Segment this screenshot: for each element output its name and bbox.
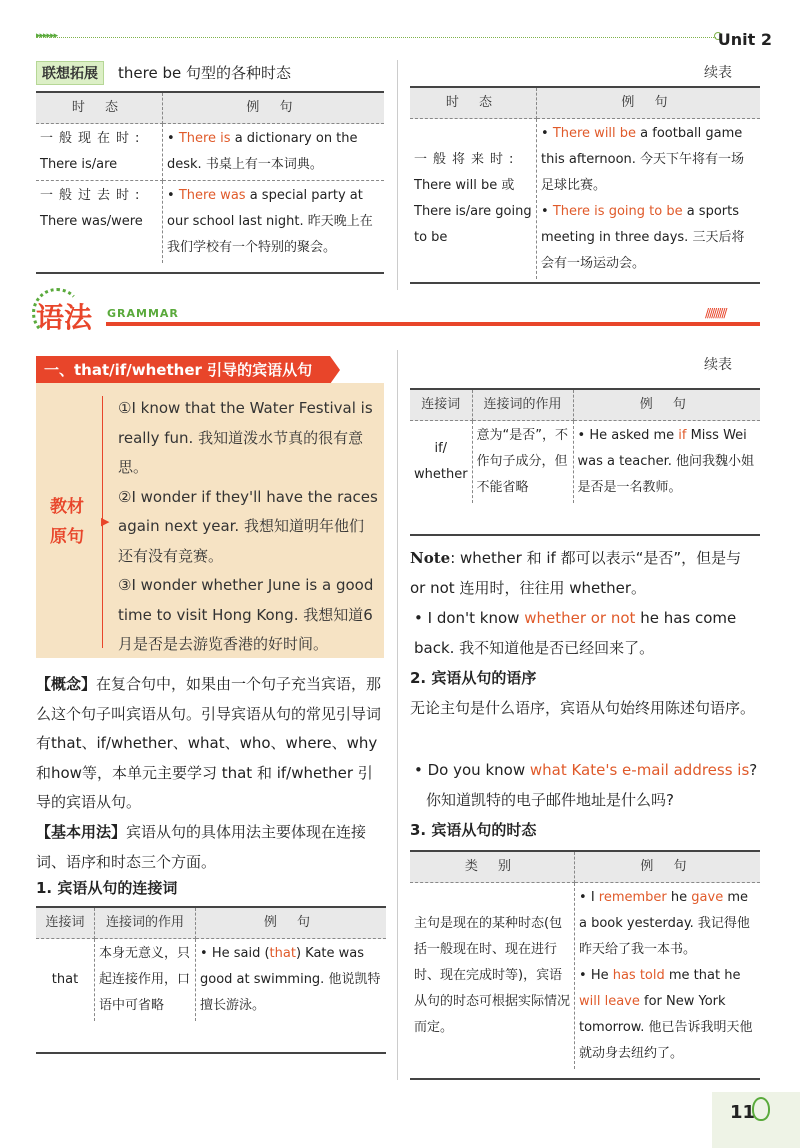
connective-role: 本身无意义，只起连接作用，口语中可省略 [95,939,196,1022]
section-1-title: 一、that/if/whether 引导的宾语从句 [36,356,330,383]
highlight: There was [178,188,246,203]
there-be-table-left [36,91,384,263]
example-text: for New York tomorrow. 他已告诉我明天他就动身去纽约了。 [579,994,753,1061]
example-text: ) Kate was good at swimming. 他说凯特擅长游泳。 [200,946,381,1013]
unit-label: Unit 2 [717,30,772,49]
example-bullet [541,204,553,219]
heading-2: 2. 宾语从句的语序 [410,669,537,687]
grammar-slashes: ////////// [705,306,726,320]
header-arrows: ▸▸▸▸▸▸ [36,31,58,41]
table-row [36,939,386,1022]
tense-name: 一般将来时: [414,152,520,167]
highlight: gave [691,890,724,905]
highlight: There is going to be [552,204,683,219]
example-text: a football game this afternoon. 今天下午将有一场足球比赛。 [541,126,745,193]
tense-name: 一般过去时: [40,188,146,203]
example-text: a special party at our school last night. 昨天晚上在我们学校有一个特别的聚会。 [167,188,373,255]
note-label: Note [410,549,451,567]
example-bullet [541,126,553,141]
example-text: He said ( [211,946,270,961]
connective-table [36,906,386,1021]
continued-label: 续表 [704,357,732,373]
highlight: remember [598,890,667,905]
example-bullet [414,761,428,779]
tense-category: 主句是现在的某种时态(包括一般现在时、现在进行时、现在完成时等)，宾语从句的时态可根据实际情况而定。 [410,883,575,1070]
example-text: he [666,890,692,905]
table-bottom-rule [36,1052,386,1054]
note-example [414,604,760,663]
example-bullet [414,609,428,627]
tense-table [410,850,760,1069]
grammar-logo: 语法 [36,301,93,334]
example-bullet [167,131,179,146]
table-header-example: 例 句 [575,851,761,883]
connective-word: if/ whether [410,421,472,504]
example-text: me that he [664,968,741,983]
word-order-example [414,756,760,786]
connective-table-continued [410,388,760,503]
usage-paragraph [36,818,386,877]
concept-label: 【概念】 [36,675,97,693]
connective-word: that [36,939,95,1022]
example-text: he has come back. 我不知道他是否已经回来了。 [414,609,737,657]
textbook-sentence: ②I wonder if they'll have the races again next year. 我想知道明年他们还有没有竞赛。 [118,487,378,565]
example-text: Do you know [427,761,530,779]
heading-1: 1. 宾语从句的连接词 [36,879,178,897]
highlight: whether or not [524,609,636,627]
table-header-word: 连接词 [36,907,95,939]
table-row [36,181,384,264]
highlight: There is [178,131,231,146]
example-text: I [590,890,599,905]
table-header-tense: 时 态 [410,87,537,119]
concept-text: 在复合句中，如果由一个句子充当宾语，那么这个句子叫宾语从句。引导宾语从句的常见引导词有that、if/whether、what、who、where、why和how等，本单元主要学习 that 和 if/whether 引导的宾语从句。 [36,675,382,811]
example-text: He [590,968,613,983]
example-bullet [578,428,590,443]
extension-tag: 联想拓展 [36,61,104,85]
tense-form: There is/are [40,157,118,172]
example-text: I don't know [427,609,525,627]
page-number: 11 [730,1102,756,1123]
table-bottom-rule [410,1078,760,1080]
continued-label: 续表 [704,65,732,81]
table-row [410,119,760,280]
highlight: if [678,428,687,443]
table-header-example: 例 句 [573,389,760,421]
connective-role: 意为“是否”，不作句子成分，但不能省略 [472,421,573,504]
example-bullet [579,968,591,983]
table-header-role: 连接词的作用 [95,907,196,939]
tense-form: There will be 或 [414,178,515,193]
table-header-tense: 时 态 [36,92,163,124]
example-bullet [167,188,179,203]
table-header-example: 例 句 [163,92,385,124]
tense-name: 一般现在时: [40,131,146,146]
grammar-en-label: GRAMMAR [107,307,179,320]
table-row [410,421,760,504]
table-bottom-rule [36,272,384,274]
highlight: that [269,946,296,961]
table-row [410,883,760,1070]
example-text: a dictionary on the desk. 书桌上有一本词典。 [167,131,358,172]
concept-paragraph [36,670,386,818]
table-header-role: 连接词的作用 [472,389,573,421]
example-text: ? [749,761,758,779]
highlight: There will be [552,126,637,141]
column-divider [397,350,398,1080]
textbook-label: 教材原句 [50,497,84,547]
example-text: me a book yesterday. 我记得他昨天给了我一本书。 [579,890,750,957]
tense-form: There was/were [40,214,143,229]
header-rule [36,37,716,38]
usage-label: 【基本用法】 [36,823,127,841]
balloon-icon [752,1097,770,1121]
textbook-sentence: ③I wonder whether June is a good time to visit Hong Kong. 我想知道6月是否是去游览香港的好时间。 [118,576,374,653]
grammar-bar [106,322,760,326]
note-paragraph [410,544,760,603]
note-text: : whether 和 if 都可以表示“是否”，但是与 or not 连用时，往往用 whether。 [410,549,742,597]
tense-form: There is/are going to be [414,204,532,245]
table-header-example: 例 句 [537,87,761,119]
highlight: what Kate's e-mail address is [529,761,750,779]
usage-text: 宾语从句的具体用法主要体现在连接词、语序和时态三个方面。 [36,823,367,871]
textbook-sentence: ①I know that the Water Festival is really fun. 我知道泼水节真的很有意思。 [118,399,373,476]
table-bottom-rule [410,534,760,536]
table-header-category: 类 别 [410,851,575,883]
arrow-right-icon: ▶ [101,515,110,528]
column-divider [397,60,398,290]
extension-title: there be 句型的各种时态 [118,64,291,82]
there-be-table-right [410,86,760,279]
example-bullet [579,890,591,905]
example-text: Miss Wei was a teacher. 他问我魏小姐是否是一名教师。 [577,428,755,495]
example-text: a sports meeting in three days. 三天后将会有一场运动会。 [541,204,745,271]
table-header-example: 例 句 [196,907,387,939]
textbook-sentences [118,394,378,660]
table-bottom-rule [410,282,760,284]
table-row [36,124,384,181]
example-text: He asked me [589,428,679,443]
word-order-example-cn: 你知道凯特的电子邮件地址是什么吗? [426,791,674,809]
example-bullet [200,946,212,961]
heading-3: 3. 宾语从句的时态 [410,821,537,839]
highlight: will leave [579,994,640,1009]
word-order-text: 无论主句是什么语序，宾语从句始终用陈述句语序。 [410,699,756,717]
table-header-word: 连接词 [410,389,472,421]
highlight: has told [612,968,665,983]
